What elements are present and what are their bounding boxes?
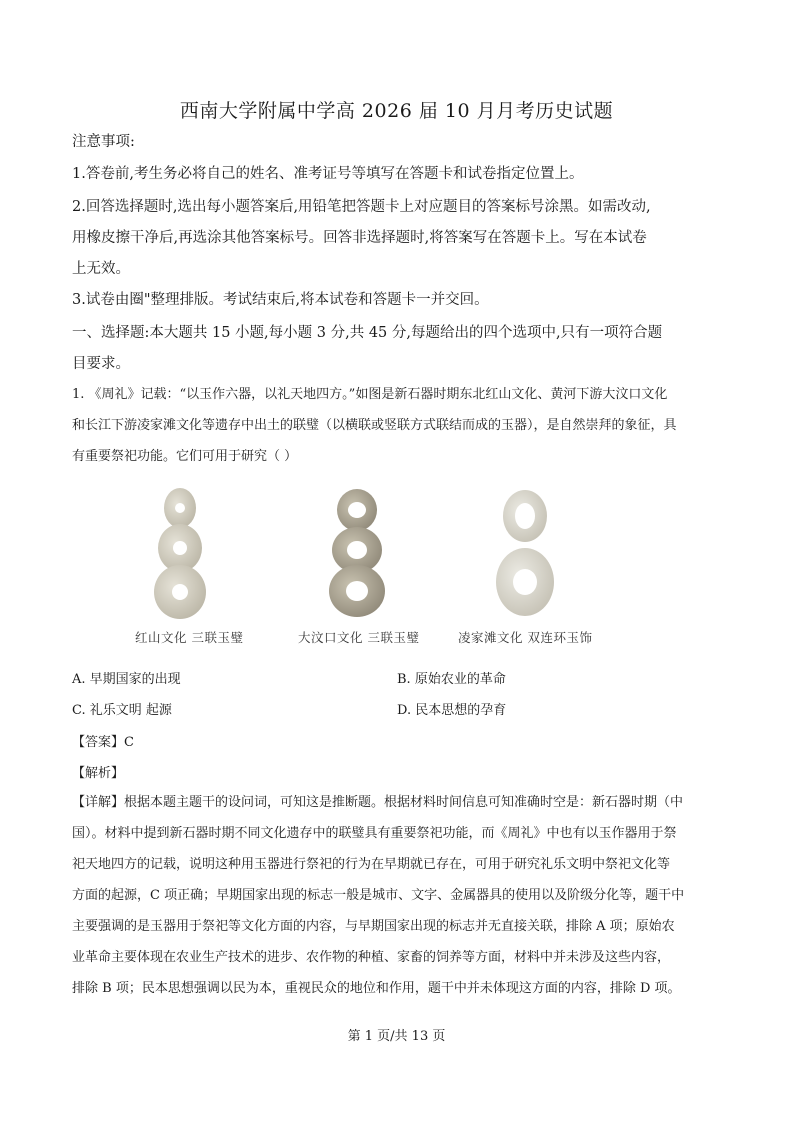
notice-line: 1.答卷前,考生务必将自己的姓名、准考证号等填写在答题卡和试卷指定位置上。 xyxy=(72,166,584,182)
hongshan-jade-image xyxy=(150,486,210,621)
question-stem: 有重要祭祀功能。它们可用于研究（ ） xyxy=(72,449,298,464)
explanation-line: 业革命主要体现在农业生产技术的进步、农作物的种植、家畜的饲养等方面，材料中并未涉及这些内容， xyxy=(72,950,671,965)
section-heading-cont: 目要求。 xyxy=(72,356,130,372)
lingjiatan-jade-image xyxy=(495,486,555,621)
analysis-heading: 【解析】 xyxy=(72,766,125,781)
explanation-line: 【详解】根据本题主题干的设问词，可知这是推断题。根据材料时间信息可知准确时空是：新石器时期（中 xyxy=(72,795,684,810)
figure-caption: 凌家滩文化 双连环玉饰 xyxy=(458,630,593,645)
section-heading: 一、选择题:本大题共 15 小题,每小题 3 分,共 45 分,每题给出的四个选项中,只有一项符合题 xyxy=(72,325,663,341)
option-a: A. 早期国家的出现 xyxy=(72,672,181,687)
figure-caption: 大汶口文化 三联玉璧 xyxy=(298,630,420,645)
notice-line: 用橡皮擦干净后,再选涂其他答案标号。回答非选择题时,将答案写在答题卡上。写在本试卷 xyxy=(72,230,647,246)
option-b: B. 原始农业的革命 xyxy=(397,672,506,687)
answer-label: 【答案】C xyxy=(72,735,134,750)
notice-line: 3.试卷由圈"整理排版。考试结束后,将本试卷和答题卡一并交回。 xyxy=(72,292,489,308)
question-stem: 和长江下游凌家滩文化等遗存中出土的联璧（以横联或竖联方式联结而成的玉器），是自然崇拜的象征，具 xyxy=(72,418,677,433)
explanation-line: 国）。材料中提到新石器时期不同文化遗存中的联璧具有重要祭祀功能，而《周礼》中也有以玉作器用于祭 xyxy=(72,826,677,841)
notice-line: 2.回答选择题时,选出每小题答案后,用铅笔把答题卡上对应题目的答案标号涂黑。如需改动, xyxy=(72,199,651,215)
notice-heading: 注意事项: xyxy=(72,134,135,150)
explanation-line: 祀天地四方的记载，说明这种用玉器进行祭祀的行为在早期就已存在，可用于研究礼乐文明中祭祀文化等 xyxy=(72,857,671,872)
page-footer: 第 1 页/共 13 页 xyxy=(347,1029,446,1044)
page-title: 西南大学附属中学高 2026 届 10 月月考历史试题 xyxy=(179,100,614,122)
question-stem: 1. 《周礼》记载：“以玉作六器，以礼天地四方。”如图是新石器时期东北红山文化、黄河下游大汶口文化 xyxy=(72,387,668,402)
option-d: D. 民本思想的孕育 xyxy=(397,703,507,718)
figure-caption: 红山文化 三联玉璧 xyxy=(135,630,244,645)
explanation-line: 排除 B 项；民本思想强调以民为本，重视民众的地位和作用，题干中并未体现这方面的内容，排除 D 项。 xyxy=(72,981,681,996)
option-c: C. 礼乐文明 起源 xyxy=(72,703,172,718)
jade-artifacts-figure xyxy=(120,486,620,656)
notice-line: 上无效。 xyxy=(72,261,130,277)
explanation-line: 主要强调的是玉器用于祭祀等文化方面的内容，与早期国家出现的标志并无直接关联，排除 A 项；原始农 xyxy=(72,919,675,934)
dawenkou-jade-image xyxy=(325,488,389,618)
explanation-line: 方面的起源，C 项正确；早期国家出现的标志一般是城市、文字、金属器具的使用以及阶级分化等，题干中 xyxy=(72,888,685,903)
